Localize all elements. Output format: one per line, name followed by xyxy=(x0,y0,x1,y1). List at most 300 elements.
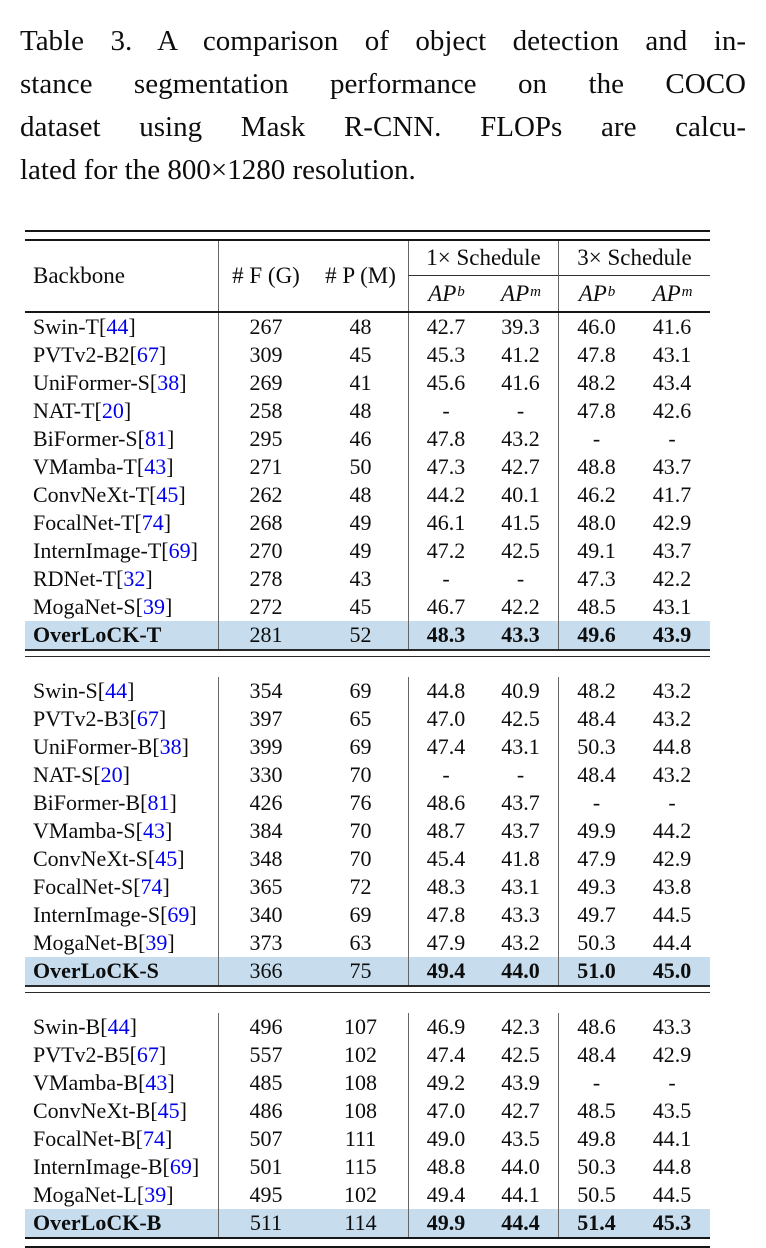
apm-1x-cell: 39.3 xyxy=(501,314,540,339)
backbone-name: InternImage-T xyxy=(33,538,162,563)
backbone-name: FocalNet-S xyxy=(33,874,134,899)
apb-3x-cell: 48.0 xyxy=(558,509,634,537)
apb-3x-cell: 49.7 xyxy=(558,901,634,929)
citation-link[interactable]: 20 xyxy=(100,762,123,787)
backbone-cell xyxy=(25,341,218,369)
apb-3x-cell: 47.3 xyxy=(558,565,634,593)
flops-cell: 354 xyxy=(218,677,313,705)
apb-3x-cell: 50.3 xyxy=(558,1153,634,1181)
apb-3x-cell: 49.1 xyxy=(558,537,634,565)
apm-3x-cell: 44.1 xyxy=(652,1126,692,1151)
table-header xyxy=(25,241,710,311)
backbone-name: Swin-S xyxy=(33,678,98,703)
citation-link[interactable]: 39 xyxy=(144,1182,167,1207)
citation-link[interactable]: 38 xyxy=(157,370,180,395)
apb-1x-cell: 49.4 xyxy=(408,957,483,985)
citation-bracket: [ xyxy=(137,426,145,451)
citation-bracket: [ xyxy=(161,538,169,563)
flops-cell: 295 xyxy=(218,425,313,453)
params-cell: 102 xyxy=(344,1042,377,1067)
flops-cell: 268 xyxy=(218,509,313,537)
flops-cell: 365 xyxy=(218,873,313,901)
citation-bracket: ] xyxy=(158,1042,167,1067)
apb-1x-cell: 46.1 xyxy=(408,509,483,537)
citation-bracket: ] xyxy=(162,874,170,899)
citation-link[interactable]: 43 xyxy=(144,454,167,479)
backbone-cell xyxy=(25,481,218,509)
citation-link[interactable]: 43 xyxy=(145,1070,168,1095)
apm-3x-cell: 44.4 xyxy=(652,930,692,955)
apm-1x-cell: 41.5 xyxy=(501,510,540,535)
apm-1x-cell: 41.8 xyxy=(501,846,540,871)
ap-label: AP xyxy=(578,280,607,306)
apb-3x-cell: 48.8 xyxy=(558,453,634,481)
apm-3x-cell: 41.6 xyxy=(652,314,692,339)
backbone-name: ConvNeXt-B xyxy=(33,1098,151,1123)
apb-1x-cell: 47.4 xyxy=(408,1041,483,1069)
citation-bracket: ] xyxy=(167,1070,175,1095)
citation-bracket: [ xyxy=(135,594,143,619)
citation-link[interactable]: 45 xyxy=(155,846,178,871)
citation-bracket: ] xyxy=(128,314,136,339)
backbone-name: FocalNet-B xyxy=(33,1126,136,1151)
apm-1x-cell: 44.0 xyxy=(501,1154,540,1179)
apb-1x-cell: 45.3 xyxy=(408,341,483,369)
apm-1x-cell: 43.3 xyxy=(483,621,558,649)
citation-link[interactable]: 45 xyxy=(157,1098,180,1123)
citation-bracket: ] xyxy=(179,370,187,395)
citation-link[interactable]: 74 xyxy=(140,874,163,899)
citation-link[interactable]: 20 xyxy=(101,398,124,423)
citation-bracket: ] xyxy=(166,454,174,479)
apm-3x-cell: - xyxy=(668,1070,676,1095)
apm-1x-cell: 42.5 xyxy=(501,538,540,563)
citation-bracket: ] xyxy=(158,342,167,367)
apb-1x-cell: 45.4 xyxy=(408,845,483,873)
citation-link[interactable]: 81 xyxy=(147,790,170,815)
citation-link[interactable]: 81 xyxy=(145,426,167,451)
flops-cell: 373 xyxy=(218,929,313,957)
citation-link[interactable]: 74 xyxy=(142,1126,165,1151)
apb-1x-cell: 48.8 xyxy=(408,1153,483,1181)
citation-bracket: ] xyxy=(177,846,185,871)
table-top-rule xyxy=(25,230,710,241)
citation-link[interactable]: 74 xyxy=(141,510,164,535)
params-cell: 72 xyxy=(349,874,372,899)
backbone-name: BiFormer-S xyxy=(33,426,138,451)
params-cell: 69 xyxy=(349,678,372,703)
apb-3x-cell: 50.5 xyxy=(558,1181,634,1209)
backbone-name: PVTv2-B3 xyxy=(33,706,130,731)
params-cell: 115 xyxy=(344,1154,377,1179)
apm-1x-cell: 43.3 xyxy=(501,902,540,927)
citation-bracket: ] xyxy=(179,1098,187,1123)
apb-1x-cell: 46.7 xyxy=(408,593,483,621)
citation-bracket: [ xyxy=(140,790,148,815)
flops-cell: 278 xyxy=(218,565,313,593)
citation-bracket: [ xyxy=(138,930,146,955)
flops-cell: 495 xyxy=(218,1181,313,1209)
flops-cell: 262 xyxy=(218,481,313,509)
citation-bracket: ] xyxy=(163,510,172,535)
group-divider-rule xyxy=(25,649,710,657)
params-cell: 76 xyxy=(349,790,372,815)
params-cell: 52 xyxy=(313,621,408,649)
apm-3x-cell: 43.1 xyxy=(652,594,692,619)
apb-3x-cell: - xyxy=(558,789,634,817)
apb-3x-cell: 50.3 xyxy=(558,733,634,761)
apb-3x-cell: 47.8 xyxy=(558,341,634,369)
backbone-cell xyxy=(25,929,218,957)
citation-bracket: ] xyxy=(167,930,175,955)
apm-3x-cell: 43.4 xyxy=(652,370,692,395)
backbone-name: OverLoCK-S xyxy=(33,958,159,983)
ap-label: AP xyxy=(501,280,530,306)
apm-3x-cell: 43.3 xyxy=(652,1014,692,1039)
apb-1x-cell: 49.0 xyxy=(408,1125,483,1153)
backbone-name: UniFormer-B xyxy=(33,734,153,759)
backbone-name: OverLoCK-T xyxy=(33,622,162,647)
header-params: # P (M) xyxy=(325,263,396,288)
params-cell: 69 xyxy=(349,902,372,927)
backbone-name: BiFormer-B xyxy=(33,790,141,815)
citation-link[interactable]: 67 xyxy=(136,706,159,731)
flops-cell: 486 xyxy=(218,1097,313,1125)
backbone-cell xyxy=(25,845,218,873)
citation-bracket: ] xyxy=(178,482,186,507)
apb-3x-cell: 51.4 xyxy=(558,1209,634,1237)
apb-3x-cell: 49.3 xyxy=(558,873,634,901)
params-cell: 49 xyxy=(349,538,372,563)
flops-cell: 501 xyxy=(218,1153,313,1181)
params-cell: 46 xyxy=(349,426,372,451)
backbone-name: FocalNet-T xyxy=(33,510,135,535)
apb-1x-cell: 45.6 xyxy=(408,369,483,397)
apm-1x-cell: 42.7 xyxy=(501,1098,540,1123)
apb-3x-cell: 50.3 xyxy=(558,929,634,957)
citation-link[interactable]: 32 xyxy=(123,566,146,591)
citation-bracket: ] xyxy=(167,426,175,451)
citation-bracket: [ xyxy=(134,510,142,535)
citation-bracket: [ xyxy=(138,1070,146,1095)
apb-3x-cell: 48.2 xyxy=(558,677,634,705)
params-cell: 48 xyxy=(349,482,372,507)
params-cell: 102 xyxy=(344,1182,377,1207)
apb-1x-cell: 48.6 xyxy=(408,789,483,817)
apm-3x-cell: 42.9 xyxy=(652,510,692,535)
backbone-cell xyxy=(25,817,218,845)
citation-bracket: ] xyxy=(190,538,198,563)
params-cell: 41 xyxy=(349,370,372,395)
apm-1x-cell: - xyxy=(516,398,525,423)
flops-cell: 426 xyxy=(218,789,313,817)
backbone-name: VMamba-S xyxy=(33,818,136,843)
apm-1x-cell: 43.9 xyxy=(501,1070,540,1095)
citation-link[interactable]: 44 xyxy=(105,678,128,703)
apm-1x-cell: 42.3 xyxy=(501,1014,540,1039)
backbone-cell xyxy=(25,537,218,565)
apm-1x-cell: 40.9 xyxy=(501,678,540,703)
apb-3x-cell: 46.2 xyxy=(558,481,634,509)
citation-bracket: ] xyxy=(181,734,189,759)
apm-3x-cell: 45.0 xyxy=(634,957,710,985)
citation-bracket: [ xyxy=(149,482,157,507)
citation-bracket: [ xyxy=(129,706,137,731)
flops-cell: 557 xyxy=(218,1041,313,1069)
backbone-name: MogaNet-B xyxy=(33,930,139,955)
apm-1x-cell: 41.2 xyxy=(501,342,540,367)
params-cell: 69 xyxy=(349,734,372,759)
apm-1x-cell: 43.2 xyxy=(501,426,540,451)
apm-1x-cell: 43.5 xyxy=(501,1126,540,1151)
flops-cell: 507 xyxy=(218,1125,313,1153)
citation-bracket: ] xyxy=(189,902,197,927)
apb-1x-cell: 44.8 xyxy=(408,677,483,705)
backbone-name: NAT-S xyxy=(33,762,94,787)
citation-link[interactable]: 67 xyxy=(136,1042,159,1067)
citation-link[interactable]: 45 xyxy=(156,482,179,507)
citation-bracket: [ xyxy=(160,902,168,927)
header-apm-3x: AP $^m$ xyxy=(652,280,693,306)
params-cell: 50 xyxy=(349,454,372,479)
flops-cell: 330 xyxy=(218,761,313,789)
apm-3x-cell: 43.8 xyxy=(652,874,692,899)
flops-cell: 340 xyxy=(218,901,313,929)
backbone-cell xyxy=(25,957,218,985)
apm-3x-cell: 42.6 xyxy=(652,398,692,423)
apm-3x-cell: 44.2 xyxy=(652,818,692,843)
apm-1x-cell: 43.7 xyxy=(501,790,540,815)
apb-3x-cell: 48.4 xyxy=(558,705,634,733)
apb-3x-cell: 49.8 xyxy=(558,1125,634,1153)
apb-1x-cell: 47.8 xyxy=(408,425,483,453)
apm-3x-cell: 44.5 xyxy=(652,1182,692,1207)
citation-bracket: ] xyxy=(129,1014,137,1039)
backbone-cell xyxy=(25,313,218,341)
apm-3x-cell: 44.8 xyxy=(652,1154,692,1179)
apb-3x-cell: 48.5 xyxy=(558,1097,634,1125)
params-cell: 48 xyxy=(349,398,372,423)
citation-bracket: [ xyxy=(116,566,124,591)
flops-cell: 309 xyxy=(218,341,313,369)
citation-bracket: ] xyxy=(164,1126,173,1151)
apm-1x-cell: - xyxy=(516,566,525,591)
apb-3x-cell: 48.4 xyxy=(558,761,634,789)
citation-bracket: ] xyxy=(166,1182,174,1207)
citation-bracket: ] xyxy=(127,678,135,703)
citation-bracket: [ xyxy=(93,762,101,787)
params-cell: 70 xyxy=(349,762,372,787)
backbone-name: MogaNet-L xyxy=(33,1182,137,1207)
apb-3x-cell: 49.9 xyxy=(558,817,634,845)
apb-3x-cell: 47.8 xyxy=(558,397,634,425)
backbone-cell xyxy=(25,1153,218,1181)
backbone-cell xyxy=(25,621,218,649)
apm-3x-cell: 42.2 xyxy=(652,566,692,591)
backbone-cell xyxy=(25,1125,218,1153)
apm-3x-cell: - xyxy=(668,426,676,451)
params-cell: 48 xyxy=(349,314,372,339)
backbone-cell xyxy=(25,733,218,761)
citation-bracket: ] xyxy=(145,566,153,591)
params-cell: 111 xyxy=(344,1126,377,1151)
backbone-name: RDNet-T xyxy=(33,566,117,591)
backbone-cell xyxy=(25,425,218,453)
citation-bracket: [ xyxy=(100,1014,108,1039)
apm-3x-cell: 45.3 xyxy=(634,1209,710,1237)
params-cell: 70 xyxy=(349,818,372,843)
citation-bracket: [ xyxy=(94,398,102,423)
apm-1x-cell: 42.5 xyxy=(501,1042,540,1067)
apb-1x-cell: 49.4 xyxy=(408,1181,483,1209)
citation-bracket: ] xyxy=(122,762,130,787)
apb-1x-cell: 48.3 xyxy=(408,873,483,901)
backbone-name: OverLoCK-B xyxy=(33,1210,162,1235)
params-cell: 75 xyxy=(313,957,408,985)
backbone-name: VMamba-T xyxy=(33,454,137,479)
apm-3x-cell: 43.7 xyxy=(652,538,692,563)
apm-1x-cell: 43.1 xyxy=(501,734,540,759)
apb-3x-cell: 48.4 xyxy=(558,1041,634,1069)
apb-3x-cell: - xyxy=(558,425,634,453)
params-cell: 65 xyxy=(349,706,372,731)
params-cell: 107 xyxy=(344,1014,377,1039)
backbone-cell xyxy=(25,509,218,537)
citation-link[interactable]: 43 xyxy=(142,818,165,843)
header-apm-1x: AP $^m$ xyxy=(501,280,541,306)
backbone-name: InternImage-B xyxy=(33,1154,163,1179)
apm-1x-cell: 44.4 xyxy=(483,1209,558,1237)
ap-label: AP xyxy=(428,280,457,306)
flops-cell: 281 xyxy=(218,621,313,649)
apb-3x-cell: 48.5 xyxy=(558,593,634,621)
citation-link[interactable]: 69 xyxy=(169,1154,192,1179)
apm-3x-cell: 43.2 xyxy=(652,678,692,703)
params-cell: 108 xyxy=(344,1098,377,1123)
citation-bracket: ] xyxy=(164,594,173,619)
apb-3x-cell: 47.9 xyxy=(558,845,634,873)
backbone-cell xyxy=(25,1069,218,1097)
apm-3x-cell: 43.7 xyxy=(652,454,692,479)
apm-3x-cell: 42.9 xyxy=(652,846,692,871)
backbone-cell xyxy=(25,453,218,481)
backbone-name: NAT-T xyxy=(33,398,95,423)
citation-link[interactable]: 39 xyxy=(142,594,165,619)
citation-link[interactable]: 39 xyxy=(145,930,168,955)
apb-1x-cell: 42.7 xyxy=(408,313,483,341)
backbone-cell xyxy=(25,565,218,593)
apb-1x-cell: 48.3 xyxy=(408,621,483,649)
citation-bracket: [ xyxy=(135,1126,143,1151)
caption-line: dataset using Mask R-CNN. FLOPs are calcu- xyxy=(20,111,746,143)
apm-3x-cell: 43.5 xyxy=(652,1098,692,1123)
citation-bracket: ] xyxy=(123,398,132,423)
citation-bracket: ] xyxy=(158,706,167,731)
apb-1x-cell: 47.2 xyxy=(408,537,483,565)
backbone-name: MogaNet-S xyxy=(33,594,136,619)
backbone-cell xyxy=(25,1181,218,1209)
apb-1x-cell: - xyxy=(408,565,483,593)
apm-1x-cell: 41.6 xyxy=(501,370,540,395)
apb-1x-cell: 49.9 xyxy=(408,1209,483,1237)
citation-bracket: [ xyxy=(97,678,106,703)
apb-1x-cell: 47.8 xyxy=(408,901,483,929)
citation-link[interactable]: 44 xyxy=(106,314,129,339)
backbone-name: VMamba-B xyxy=(33,1070,139,1095)
table-caption xyxy=(0,0,766,192)
citation-bracket: [ xyxy=(133,874,141,899)
caption-line: lated for the 800×1280 resolution. xyxy=(20,154,416,186)
flops-cell: 258 xyxy=(218,397,313,425)
apm-3x-cell: 41.7 xyxy=(652,482,692,507)
params-cell: 108 xyxy=(344,1070,377,1095)
apb-3x-cell: 46.0 xyxy=(558,313,634,341)
flops-cell: 272 xyxy=(218,593,313,621)
params-cell: 70 xyxy=(349,846,372,871)
ap-label: AP xyxy=(652,280,681,306)
citation-link[interactable]: 38 xyxy=(159,734,182,759)
backbone-cell xyxy=(25,705,218,733)
citation-link[interactable]: 69 xyxy=(167,902,190,927)
backbone-cell xyxy=(25,873,218,901)
apm-1x-cell: 42.7 xyxy=(501,454,540,479)
flops-cell: 384 xyxy=(218,817,313,845)
backbone-cell xyxy=(25,761,218,789)
flops-cell: 348 xyxy=(218,845,313,873)
apm-3x-cell: 43.1 xyxy=(652,342,692,367)
header-backbone: Backbone xyxy=(33,263,125,288)
flops-cell: 511 xyxy=(218,1209,313,1237)
citation-link[interactable]: 69 xyxy=(168,538,191,563)
backbone-name: UniFormer-S xyxy=(33,370,150,395)
apb-1x-cell: 47.4 xyxy=(408,733,483,761)
apb-1x-cell: 47.3 xyxy=(408,453,483,481)
table-bottom-rule xyxy=(25,1237,710,1248)
flops-cell: 366 xyxy=(218,957,313,985)
header-apb-3x: AP $^b$ xyxy=(558,276,634,311)
backbone-name: Swin-T xyxy=(33,314,99,339)
citation-bracket: [ xyxy=(136,1182,145,1207)
apm-3x-cell: 44.8 xyxy=(652,734,692,759)
apm-1x-cell: 44.1 xyxy=(501,1182,540,1207)
backbone-name: PVTv2-B5 xyxy=(33,1042,130,1067)
backbone-name: PVTv2-B2 xyxy=(33,342,130,367)
flops-cell: 267 xyxy=(218,313,313,341)
citation-bracket: [ xyxy=(129,1042,137,1067)
citation-bracket: [ xyxy=(129,342,137,367)
apb-3x-cell: - xyxy=(558,1069,634,1097)
citation-link[interactable]: 44 xyxy=(107,1014,130,1039)
header-flops: # F (G) xyxy=(218,241,313,311)
apb-3x-cell: 51.0 xyxy=(558,957,634,985)
params-cell: 45 xyxy=(349,594,372,619)
apm-3x-cell: 42.9 xyxy=(652,1042,692,1067)
apb-1x-cell: 47.9 xyxy=(408,929,483,957)
flops-cell: 269 xyxy=(218,369,313,397)
citation-bracket: [ xyxy=(147,846,156,871)
apb-3x-cell: 48.6 xyxy=(558,1013,634,1041)
apm-1x-cell: 40.1 xyxy=(501,482,540,507)
header-schedule-3x: 3× Schedule xyxy=(558,241,710,276)
citation-link[interactable]: 67 xyxy=(136,342,159,367)
apm-3x-cell: - xyxy=(668,790,676,815)
citation-bracket: [ xyxy=(135,818,143,843)
apb-1x-cell: 49.2 xyxy=(408,1069,483,1097)
caption-line: stance segmentation performance on the COCO xyxy=(20,68,746,100)
apm-3x-cell: 44.5 xyxy=(652,902,692,927)
backbone-cell xyxy=(25,789,218,817)
flops-cell: 270 xyxy=(218,537,313,565)
